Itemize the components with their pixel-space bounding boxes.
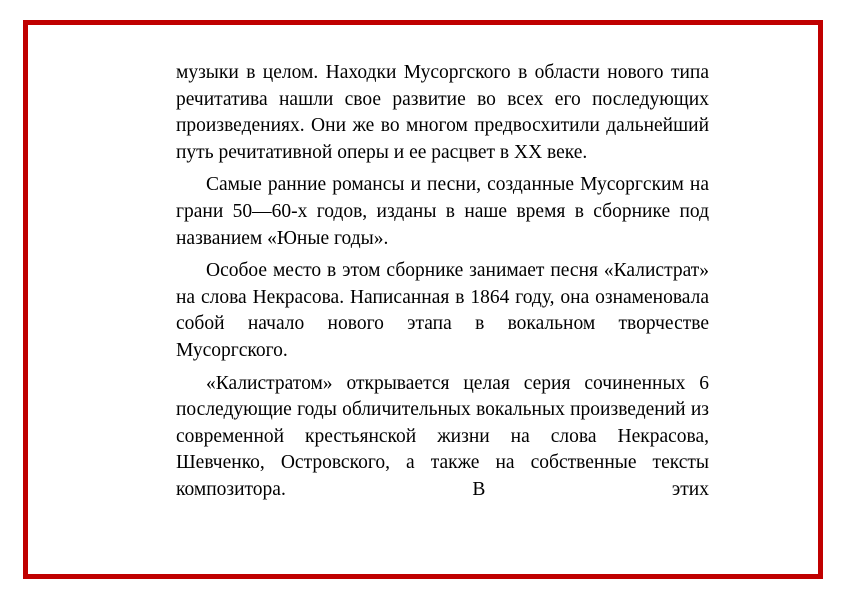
text-line: Особое место в этом сборнике занимает песня: [206, 260, 598, 282]
text-line: году, она ознаменовала собой начало нового этапа в: [176, 286, 710, 335]
text-line: «Калистрат» на слова Некрасова. Написанная в 1864: [176, 260, 710, 308]
text-line: музыки в целом. Находки Мусоргского в области нового: [176, 62, 664, 83]
text-line: произведений из современной крестьянской жизни на: [176, 399, 710, 447]
text-line: «Калистратом» открывается целая серия сочиненных: [206, 372, 686, 394]
text-block: [176, 60, 709, 510]
text-line: собственные тексты композитора. В этих: [176, 452, 710, 500]
text-line: вокальном творчестве Мусоргского.: [176, 313, 709, 361]
paragraph-3: [176, 258, 709, 364]
text-line: 6 последующие годы обличительных вокальных: [176, 372, 709, 421]
paragraph-1: [176, 60, 709, 166]
text-line: Самые ранние романсы и песни, созданные: [206, 174, 575, 196]
text-line: время в сборнике под названием «Юные годы».: [176, 200, 710, 249]
text-line: предвосхитили дальнейший путь речитативной оперы и: [176, 115, 710, 163]
text-line: Мусоргским на грани 50—60-х годов, изданы в наше: [176, 174, 709, 222]
paragraph-4: [176, 371, 709, 504]
paragraph-2: [176, 172, 709, 252]
text-line: типа речитатива нашли свое развитие во всех его: [176, 62, 710, 110]
text-line: ее расцвет в XX веке.: [409, 141, 588, 163]
text-line: слова Некрасова, Шевченко, Островского, а также на: [176, 425, 710, 474]
text-line: последующих произведениях. Они же во многом: [176, 88, 709, 137]
